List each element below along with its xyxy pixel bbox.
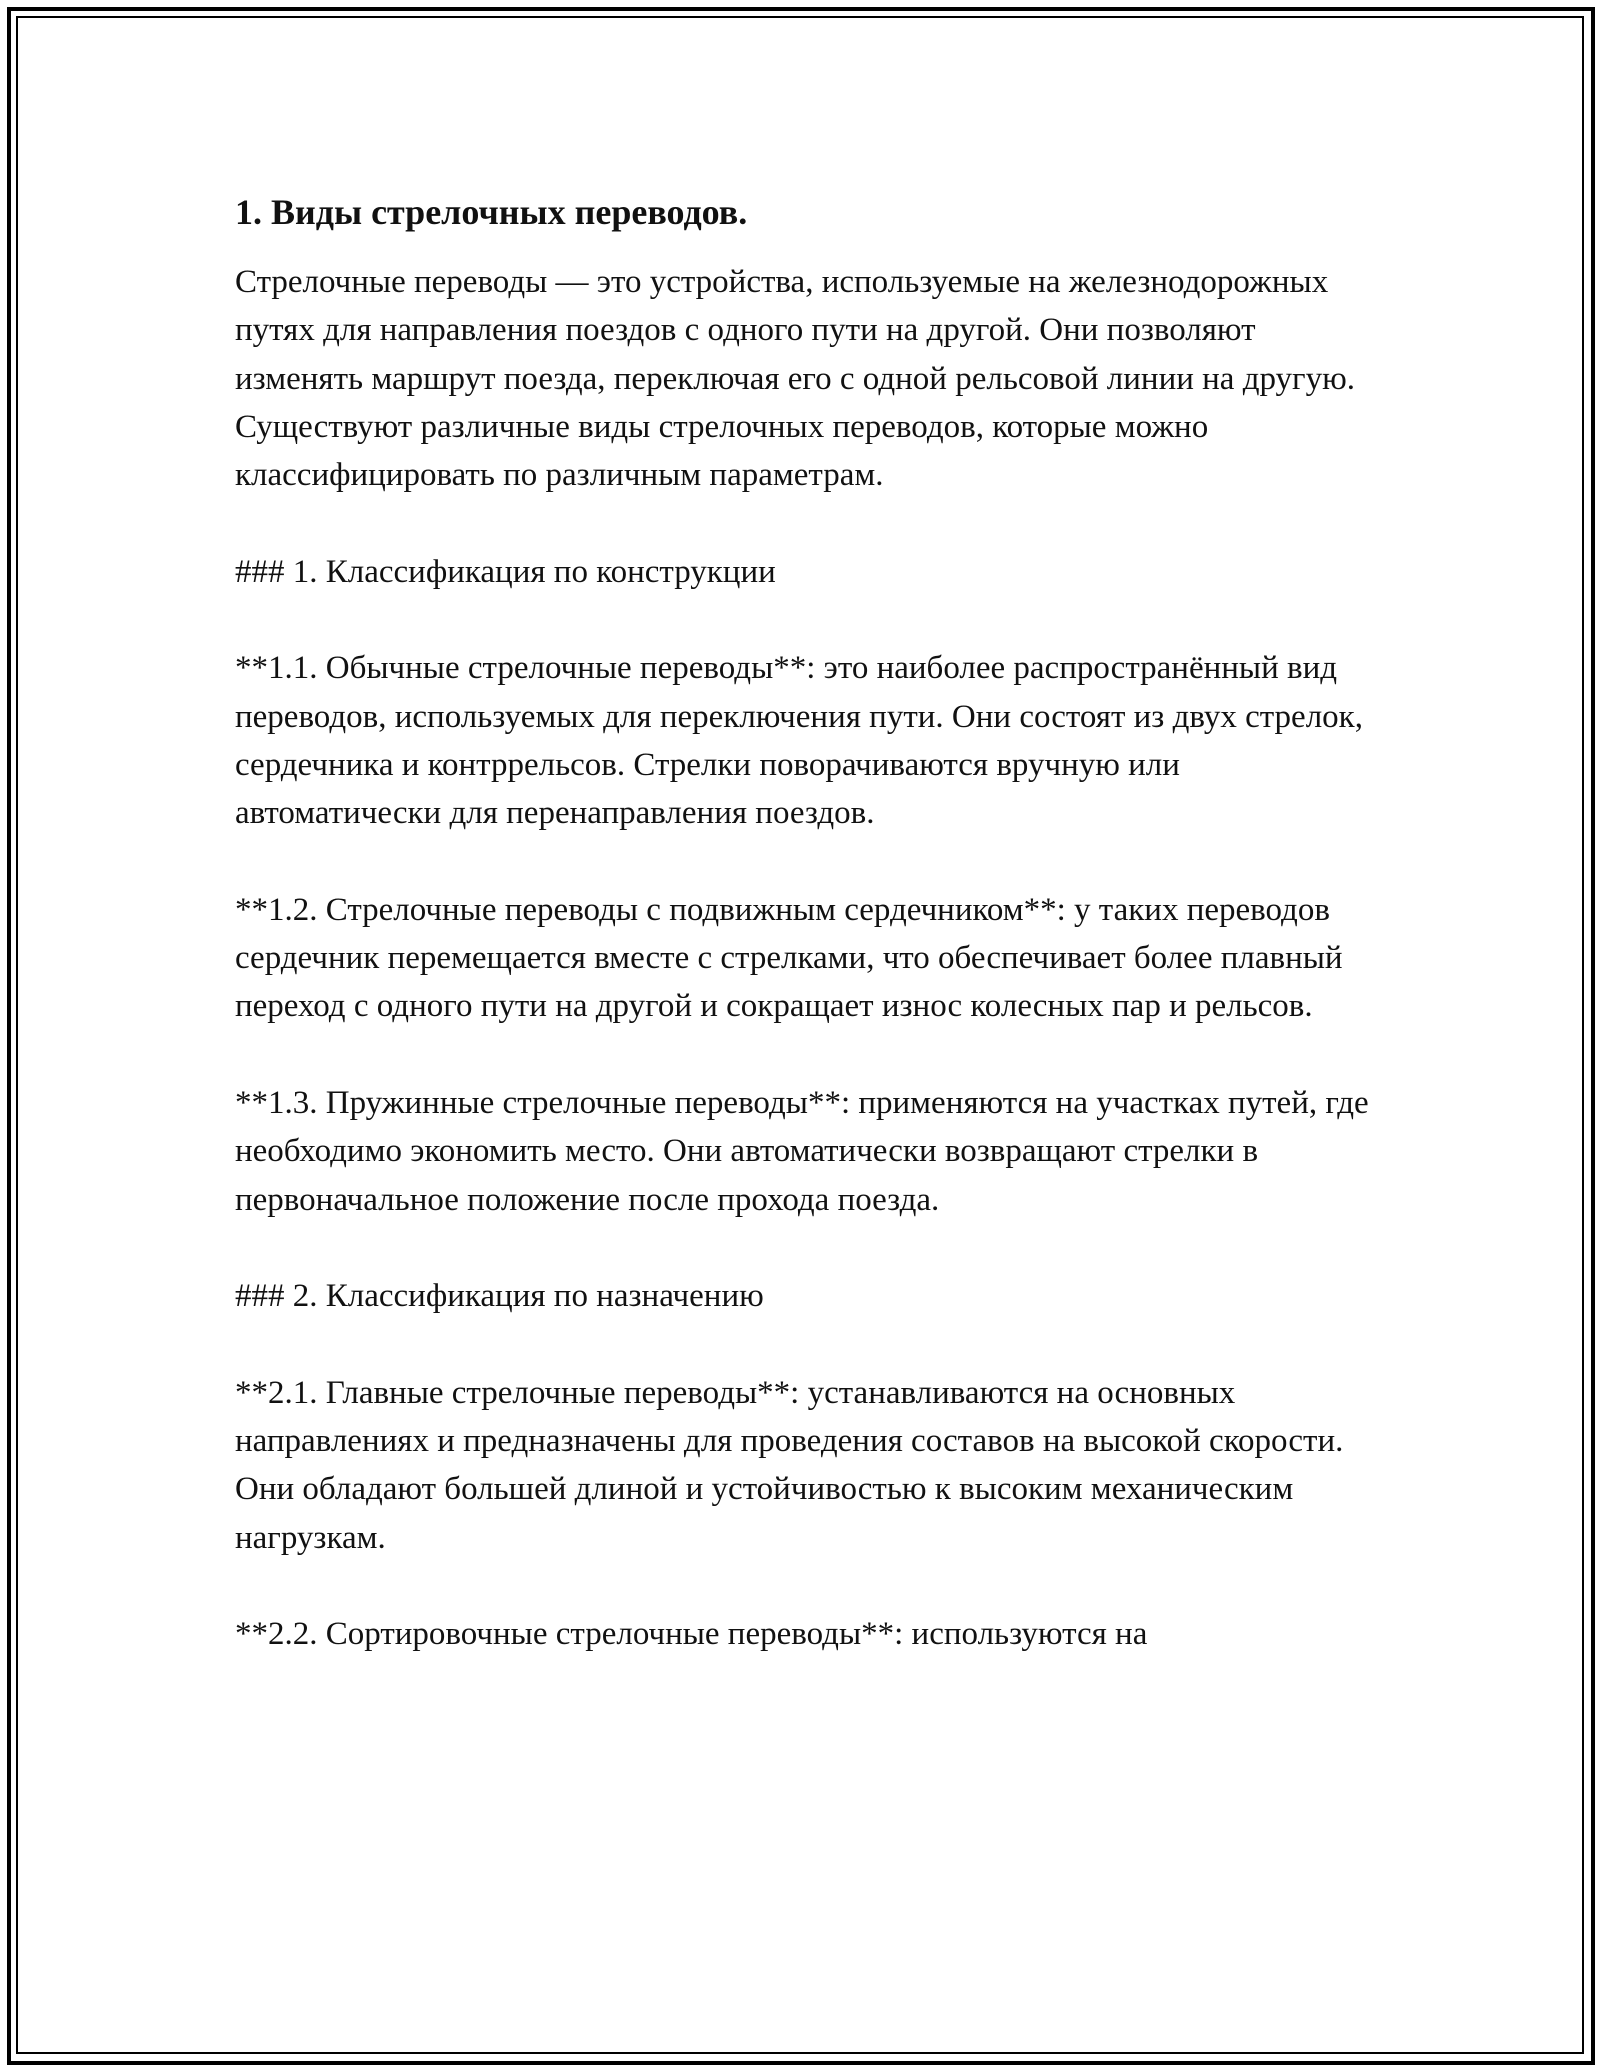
document-body xyxy=(235,188,1375,1707)
document-title: 1. Виды стрелочных переводов. xyxy=(235,192,748,232)
paragraph-2-2: **2.2. Сортировочные стрелочные переводы**: используются на xyxy=(235,1616,1148,1653)
section-heading-construction: ### 1. Классификация по конструкции xyxy=(235,553,776,590)
paragraph-1-1: **1.1. Обычные стрелочные переводы**: это наиболее распространённый вид переводов, используемых для переключения пути. Они состоят из двух стрелок, сердечника и контррельсов. Стрелки поворачиваются вручную или автоматически для перенаправления поездов. xyxy=(235,650,1363,832)
paragraph-1-3: **1.3. Пружинные стрелочные переводы**: применяются на участках путей, где необходимо экономить место. Они автоматически возвращают стрелки в первоначальное положение после прохода поезда. xyxy=(235,1085,1369,1218)
intro-paragraph: Стрелочные переводы — это устройства, используемые на железнодорожных путях для направления поездов с одного пути на другой. Они позволяют изменять маршрут поезда, переключая его с одной рельсовой линии на другую. Существуют различные виды стрелочных переводов, которые можно классифицировать по различным параметрам. xyxy=(235,264,1355,494)
paragraph-2-1: **2.1. Главные стрелочные переводы**: устанавливаются на основных направлениях и предназначены для проведения составов на высокой скорости. Они обладают большей длиной и устойчивостью к высоким механическим нагрузкам. xyxy=(235,1374,1344,1556)
section-heading-purpose: ### 2. Классификация по назначению xyxy=(235,1278,764,1315)
paragraph-1-2: **1.2. Стрелочные переводы с подвижным сердечником**: у таких переводов сердечник перемещается вместе с стрелками, что обеспечивает более плавный переход с одного пути на другой и сокращает износ колесных пар и рельсов. xyxy=(235,891,1343,1025)
